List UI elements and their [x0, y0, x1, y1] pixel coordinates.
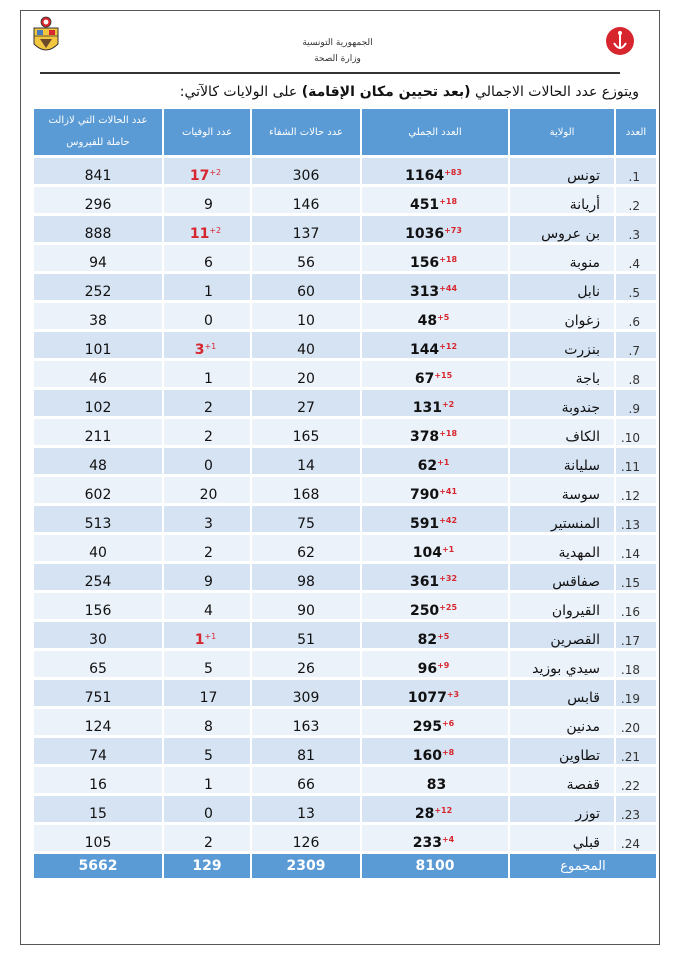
row-remaining: 101 [34, 332, 162, 358]
intro-part2: على الولايات كالآتي: [179, 84, 302, 100]
table-row [34, 796, 656, 822]
row-deaths-cell [164, 419, 250, 445]
row-total: 1036 [405, 226, 445, 242]
table-row [34, 593, 656, 619]
row-total-new: +12 [439, 342, 458, 351]
row-num: 7. [616, 332, 656, 358]
row-total-new: +5 [437, 632, 450, 641]
row-total-cell [362, 274, 508, 300]
table-row [34, 390, 656, 416]
row-gov: جندوبة [510, 390, 614, 416]
row-deaths-cell [164, 477, 250, 503]
sum-recovered: 2309 [252, 854, 360, 878]
row-deaths-cell [164, 448, 250, 474]
row-num: 6. [616, 303, 656, 329]
row-recovered: 27 [252, 390, 360, 416]
row-total-cell [362, 709, 508, 735]
row-total: 160 [412, 748, 442, 764]
row-num: 2. [616, 187, 656, 213]
row-total: 62 [417, 458, 438, 474]
row-num: 16. [616, 593, 656, 619]
row-recovered: 60 [252, 274, 360, 300]
row-total-cell [362, 158, 508, 184]
row-total: 295 [412, 719, 442, 735]
row-gov: قبلي [510, 825, 614, 851]
row-remaining: 296 [34, 187, 162, 213]
row-recovered: 81 [252, 738, 360, 764]
row-num: 15. [616, 564, 656, 590]
row-gov: تونس [510, 158, 614, 184]
header-republic: الجمهورية التونسية [302, 38, 373, 48]
col-num: العدد [616, 109, 656, 155]
row-total: 1164 [405, 168, 445, 184]
row-gov: بن عروس [510, 216, 614, 242]
row-deaths-cell [164, 158, 250, 184]
row-remaining: 888 [34, 216, 162, 242]
row-deaths-cell [164, 680, 250, 706]
row-gov: توزر [510, 796, 614, 822]
table-row [34, 274, 656, 300]
row-total: 67 [414, 371, 435, 387]
row-total-new: +32 [439, 574, 458, 583]
row-remaining: 102 [34, 390, 162, 416]
row-total-new: +73 [444, 226, 462, 235]
row-gov: سوسة [510, 477, 614, 503]
row-deaths-cell [164, 593, 250, 619]
row-num: 20. [616, 709, 656, 735]
row-deaths-cell [164, 651, 250, 677]
row-deaths-new: +2 [209, 168, 222, 177]
row-num: 22. [616, 767, 656, 793]
row-deaths-cell [164, 506, 250, 532]
row-total: 144 [409, 342, 440, 358]
table-row [34, 187, 656, 213]
row-remaining: 841 [34, 158, 162, 184]
row-total: 28 [414, 806, 435, 822]
col-deaths: عدد الوفيات [164, 109, 250, 155]
row-total-new: +18 [439, 255, 458, 264]
row-num: 9. [616, 390, 656, 416]
row-total-new: +5 [437, 313, 450, 322]
row-total-new: +12 [434, 806, 453, 815]
row-total-new: +18 [439, 197, 458, 206]
row-total-new: +15 [434, 371, 453, 380]
row-deaths-cell [164, 187, 250, 213]
row-total: 131 [412, 400, 442, 416]
row-recovered: 66 [252, 767, 360, 793]
row-total-new: +4 [441, 835, 455, 844]
row-total-cell [362, 361, 508, 387]
row-deaths: 17 [189, 168, 210, 184]
row-remaining: 40 [34, 535, 162, 561]
col-total: العدد الجملي [362, 109, 508, 155]
row-gov: سليانة [510, 448, 614, 474]
row-deaths-cell [164, 767, 250, 793]
row-deaths-cell [164, 390, 250, 416]
row-deaths: 2 [204, 835, 213, 851]
table-row [34, 535, 656, 561]
row-deaths-new: +1 [204, 632, 217, 641]
row-deaths: 0 [204, 458, 213, 474]
row-recovered: 75 [252, 506, 360, 532]
row-total-cell [362, 216, 508, 242]
row-deaths-cell [164, 274, 250, 300]
row-recovered: 10 [252, 303, 360, 329]
row-gov: منوبة [510, 245, 614, 271]
row-deaths-cell [164, 564, 250, 590]
row-gov: سيدي بوزيد [510, 651, 614, 677]
row-total-new: +1 [441, 545, 455, 554]
row-total: 591 [409, 516, 440, 532]
table-row [34, 680, 656, 706]
row-num: 19. [616, 680, 656, 706]
row-num: 13. [616, 506, 656, 532]
row-total: 378 [409, 429, 440, 445]
table-row [34, 506, 656, 532]
row-remaining: 48 [34, 448, 162, 474]
row-total-new: +42 [439, 516, 458, 525]
row-num: 21. [616, 738, 656, 764]
table-row [34, 477, 656, 503]
row-remaining: 46 [34, 361, 162, 387]
row-recovered: 56 [252, 245, 360, 271]
sum-label: المجموع [510, 854, 656, 878]
row-deaths: 1 [204, 371, 213, 387]
row-gov: المهدية [510, 535, 614, 561]
col-recovered: عدد حالات الشفاء [252, 109, 360, 155]
row-total: 82 [417, 632, 438, 648]
intro-part1: ويتوزع عدد الحالات الاجمالي [470, 84, 639, 100]
table-row [34, 651, 656, 677]
row-remaining: 602 [34, 477, 162, 503]
row-deaths: 3 [194, 342, 205, 358]
row-total-cell [362, 767, 508, 793]
row-recovered: 309 [252, 680, 360, 706]
row-recovered: 168 [252, 477, 360, 503]
row-total-cell [362, 680, 508, 706]
row-remaining: 15 [34, 796, 162, 822]
tunisia-emblem-icon [28, 14, 64, 58]
row-deaths: 5 [204, 748, 213, 764]
row-total: 313 [409, 284, 440, 300]
row-deaths-cell [164, 825, 250, 851]
row-total-cell [362, 506, 508, 532]
row-deaths-cell [164, 535, 250, 561]
table-row [34, 419, 656, 445]
row-total-cell [362, 622, 508, 648]
row-deaths: 1 [204, 284, 213, 300]
row-total: 96 [417, 661, 438, 677]
row-total-new: +44 [439, 284, 458, 293]
row-total-cell [362, 448, 508, 474]
row-remaining: 252 [34, 274, 162, 300]
row-total-cell [362, 332, 508, 358]
table-row [34, 361, 656, 387]
row-recovered: 165 [252, 419, 360, 445]
row-total-new: +3 [446, 690, 460, 699]
header-divider [40, 72, 620, 74]
row-gov: بنزرت [510, 332, 614, 358]
row-total: 1077 [407, 690, 447, 706]
row-total-new: +6 [441, 719, 455, 728]
row-recovered: 90 [252, 593, 360, 619]
col-remaining-line1: عدد الحالات التي لازالت [48, 115, 148, 126]
row-total-cell [362, 187, 508, 213]
row-total-cell [362, 796, 508, 822]
row-deaths: 20 [199, 487, 218, 503]
row-gov: أريانة [510, 187, 614, 213]
table-row [34, 245, 656, 271]
row-num: 10. [616, 419, 656, 445]
row-gov: الكاف [510, 419, 614, 445]
row-num: 24. [616, 825, 656, 851]
row-total-cell [362, 651, 508, 677]
row-deaths-cell [164, 738, 250, 764]
row-deaths-cell [164, 796, 250, 822]
sum-remaining: 5662 [34, 854, 162, 878]
row-remaining: 751 [34, 680, 162, 706]
row-deaths: 2 [204, 429, 213, 445]
row-remaining: 74 [34, 738, 162, 764]
table-row [34, 767, 656, 793]
row-deaths-cell [164, 303, 250, 329]
row-num: 14. [616, 535, 656, 561]
row-total: 48 [417, 313, 438, 329]
row-total-cell [362, 825, 508, 851]
row-num: 8. [616, 361, 656, 387]
row-recovered: 14 [252, 448, 360, 474]
sum-row [34, 854, 656, 878]
row-gov: قفصة [510, 767, 614, 793]
row-deaths-cell [164, 622, 250, 648]
row-deaths-cell [164, 361, 250, 387]
row-deaths: 1 [204, 777, 213, 793]
row-total-cell [362, 419, 508, 445]
row-num: 11. [616, 448, 656, 474]
row-num: 17. [616, 622, 656, 648]
row-remaining: 254 [34, 564, 162, 590]
intro-emphasis: (بعد تحيين مكان الإقامة) [301, 84, 471, 100]
row-deaths: 3 [204, 516, 213, 532]
row-gov: القصرين [510, 622, 614, 648]
row-recovered: 40 [252, 332, 360, 358]
row-gov: نابل [510, 274, 614, 300]
row-recovered: 62 [252, 535, 360, 561]
sum-deaths: 129 [164, 854, 250, 878]
row-remaining: 94 [34, 245, 162, 271]
row-total-new: +25 [439, 603, 458, 612]
row-total-cell [362, 738, 508, 764]
row-remaining: 30 [34, 622, 162, 648]
row-total: 233 [412, 835, 442, 851]
row-total: 104 [412, 545, 442, 561]
row-deaths-cell [164, 332, 250, 358]
table-row [34, 303, 656, 329]
col-remaining [34, 109, 162, 155]
row-total-cell [362, 477, 508, 503]
row-gov: مدنين [510, 709, 614, 735]
row-remaining: 38 [34, 303, 162, 329]
row-remaining: 105 [34, 825, 162, 851]
row-deaths: 0 [204, 313, 213, 329]
table-row [34, 216, 656, 242]
row-gov: القيروان [510, 593, 614, 619]
row-recovered: 146 [252, 187, 360, 213]
row-deaths: 6 [204, 255, 213, 271]
row-deaths: 9 [204, 197, 213, 213]
sum-total: 8100 [362, 854, 508, 878]
col-remaining-line2: حاملة للفيروس [66, 137, 130, 148]
row-remaining: 124 [34, 709, 162, 735]
row-num: 12. [616, 477, 656, 503]
col-gov: الولاية [510, 109, 614, 155]
row-deaths: 5 [204, 661, 213, 677]
row-remaining: 513 [34, 506, 162, 532]
table-row [34, 448, 656, 474]
row-deaths-cell [164, 709, 250, 735]
row-deaths: 9 [204, 574, 213, 590]
row-num: 3. [616, 216, 656, 242]
row-deaths: 1 [194, 632, 205, 648]
row-recovered: 163 [252, 709, 360, 735]
row-gov: المنستير [510, 506, 614, 532]
row-deaths-cell [164, 216, 250, 242]
row-gov: باجة [510, 361, 614, 387]
row-total: 451 [409, 197, 440, 213]
table-row [34, 622, 656, 648]
row-deaths-new: +2 [209, 226, 222, 235]
row-deaths: 11 [189, 226, 210, 242]
header-ministry: وزارة الصحة [314, 54, 361, 64]
table-row [34, 825, 656, 851]
row-deaths: 0 [204, 806, 213, 822]
row-num: 23. [616, 796, 656, 822]
row-total-new: +9 [437, 661, 450, 670]
row-total-new: +83 [444, 168, 462, 177]
table-row [34, 709, 656, 735]
row-total-new: +2 [441, 400, 455, 409]
cases-table [32, 106, 658, 881]
row-deaths: 17 [199, 690, 218, 706]
row-total-cell [362, 303, 508, 329]
row-total-cell [362, 390, 508, 416]
row-deaths: 2 [204, 545, 213, 561]
row-recovered: 126 [252, 825, 360, 851]
row-total-new: +41 [439, 487, 458, 496]
row-recovered: 137 [252, 216, 360, 242]
row-recovered: 51 [252, 622, 360, 648]
table-row [34, 564, 656, 590]
row-deaths: 2 [204, 400, 213, 416]
row-total-cell [362, 564, 508, 590]
row-total: 250 [409, 603, 440, 619]
row-total-new: +18 [439, 429, 458, 438]
row-recovered: 13 [252, 796, 360, 822]
row-total-cell [362, 593, 508, 619]
row-recovered: 20 [252, 361, 360, 387]
row-gov: صفاقس [510, 564, 614, 590]
table-row [34, 738, 656, 764]
row-num: 5. [616, 274, 656, 300]
row-total: 156 [409, 255, 440, 271]
row-remaining: 156 [34, 593, 162, 619]
row-deaths: 4 [204, 603, 213, 619]
row-recovered: 306 [252, 158, 360, 184]
row-remaining: 65 [34, 651, 162, 677]
row-gov: زغوان [510, 303, 614, 329]
row-gov: تطاوين [510, 738, 614, 764]
row-total-cell [362, 245, 508, 271]
row-num: 18. [616, 651, 656, 677]
row-gov: قابس [510, 680, 614, 706]
row-deaths-cell [164, 245, 250, 271]
row-num: 4. [616, 245, 656, 271]
row-total: 790 [409, 487, 440, 503]
row-total-new: +8 [441, 748, 455, 757]
row-deaths: 8 [204, 719, 213, 735]
table-row [34, 332, 656, 358]
row-num: 1. [616, 158, 656, 184]
row-recovered: 98 [252, 564, 360, 590]
intro-text [180, 84, 639, 100]
row-remaining: 16 [34, 767, 162, 793]
row-total-cell [362, 535, 508, 561]
row-total-new: +1 [437, 458, 450, 467]
table-header-row [34, 109, 656, 155]
table-row [34, 158, 656, 184]
row-deaths-new: +1 [204, 342, 217, 351]
row-total: 361 [409, 574, 440, 590]
row-remaining: 211 [34, 419, 162, 445]
row-recovered: 26 [252, 651, 360, 677]
row-total: 83 [426, 777, 447, 793]
